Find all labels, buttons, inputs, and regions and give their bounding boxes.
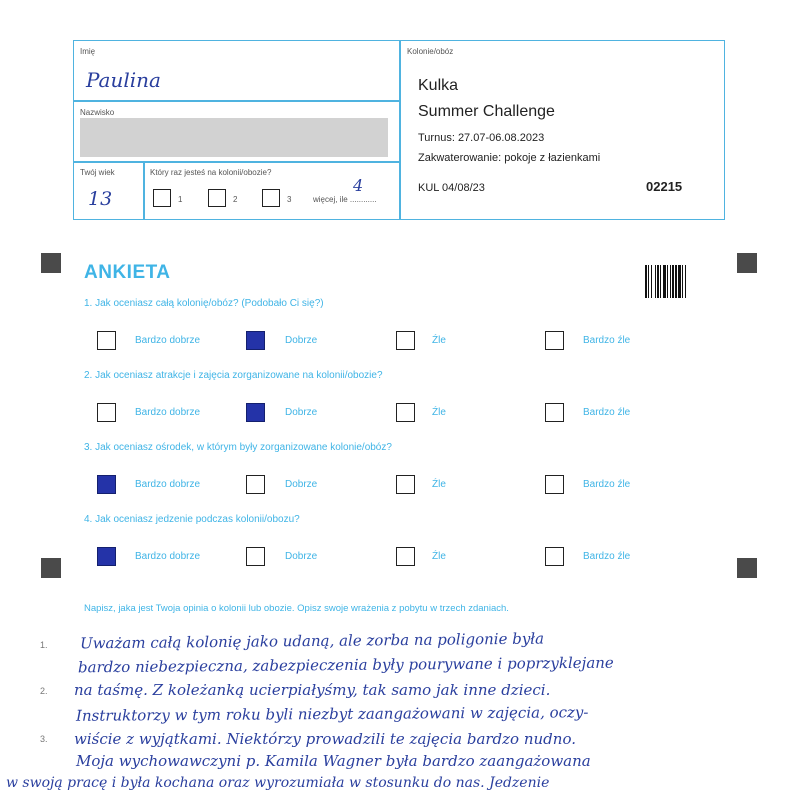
- barcode: [645, 265, 700, 298]
- q2-option-4-label: Bardzo źle: [583, 407, 631, 418]
- handwritten-line-1: Uważam całą kolonię jako udaną, ale zorba na poligonie była: [79, 629, 545, 653]
- q4-option-2-label: Dobrze: [285, 551, 318, 562]
- survey-title: ANKIETA: [84, 262, 171, 283]
- q2-option-3-label: Źle: [432, 407, 446, 418]
- camp-program: Summer Challenge: [418, 103, 555, 120]
- q1-option-1-label: Bardzo dobrze: [135, 335, 201, 346]
- q3-option-2-label: Dobrze: [285, 479, 318, 490]
- times-option-2: 2: [233, 195, 238, 204]
- q1-option-2-checkbox[interactable]: [246, 331, 265, 350]
- header-divider-surname: [73, 161, 400, 163]
- handwritten-line-5: wiście z wyjątkami. Niektórzy prowadzili te zajęcia bardzo nudno.: [74, 730, 576, 748]
- age-label: Twój wiek: [80, 168, 115, 177]
- times-checkbox-2[interactable]: [208, 189, 226, 207]
- surname-redacted: [80, 118, 388, 157]
- handwritten-line-2: bardzo niebezpieczna, zabezpieczenia były pourywane i poprzyklejane: [77, 653, 614, 677]
- q2-option-2-checkbox[interactable]: [246, 403, 265, 422]
- q4-option-1-checkbox[interactable]: [97, 547, 116, 566]
- accommodation: Zakwaterowanie: pokoje z łazienkami: [418, 152, 601, 164]
- q4-option-4-label: Bardzo źle: [583, 551, 631, 562]
- q3-option-2-checkbox[interactable]: [246, 475, 265, 494]
- handwritten-line-3: na taśmę. Z koleżanką ucierpiałyśmy, tak samo jak inne dzieci.: [74, 681, 551, 699]
- header-divider-vertical: [399, 40, 401, 220]
- q1-option-2-label: Dobrze: [285, 335, 318, 346]
- q3-option-1-label: Bardzo dobrze: [135, 479, 201, 490]
- q2-option-1-checkbox[interactable]: [97, 403, 116, 422]
- q4-option-3-label: Źle: [432, 551, 446, 562]
- opinion-prompt: Napisz, jaka jest Twoja opinia o kolonii lub obozie. Opisz swoje wrażenia z pobytu w trzech zdaniach.: [84, 603, 509, 614]
- line-number-3: 3.: [40, 734, 48, 744]
- handwritten-line-4: Instruktorzy w tym roku byli niezbyt zaangażowani w zajęcia, oczy-: [75, 703, 589, 725]
- turnus: Turnus: 27.07-06.08.2023: [418, 132, 545, 144]
- times-more-value: 4: [353, 176, 364, 195]
- camp-name: Kulka: [418, 77, 459, 94]
- q2-option-4-checkbox[interactable]: [545, 403, 564, 422]
- times-checkbox-3[interactable]: [262, 189, 280, 207]
- q1-option-1-checkbox[interactable]: [97, 331, 116, 350]
- q3-option-3-label: Źle: [432, 479, 446, 490]
- first-name-value: Paulina: [86, 68, 161, 92]
- q2-option-3-checkbox[interactable]: [396, 403, 415, 422]
- registration-marker-bottom-left: [41, 558, 61, 578]
- q3-option-4-checkbox[interactable]: [545, 475, 564, 494]
- times-option-1: 1: [178, 195, 183, 204]
- first-name-label: Imię: [80, 47, 96, 56]
- q1-option-4-checkbox[interactable]: [545, 331, 564, 350]
- q1-option-3-checkbox[interactable]: [396, 331, 415, 350]
- question-4: 4. Jak oceniasz jedzenie podczas kolonii/obozu?: [84, 514, 300, 525]
- question-2: 2. Jak oceniasz atrakcje i zajęcia zorganizowane na kolonii/obozie?: [84, 370, 383, 381]
- line-number-1: 1.: [40, 640, 48, 650]
- age-value: 13: [88, 188, 113, 210]
- handwritten-line-6: Moja wychowawczyni p. Kamila Wagner była bardzo zaangażowana: [76, 752, 591, 770]
- q3-option-1-checkbox[interactable]: [97, 475, 116, 494]
- surname-label: Nazwisko: [80, 108, 115, 117]
- q1-option-4-label: Bardzo źle: [583, 335, 631, 346]
- q1-option-3-label: Źle: [432, 335, 446, 346]
- q4-option-4-checkbox[interactable]: [545, 547, 564, 566]
- header-divider-name: [73, 100, 400, 102]
- registration-marker-top-left: [41, 253, 61, 273]
- registration-marker-top-right: [737, 253, 757, 273]
- camp-label: Kolonie/obóz: [407, 47, 454, 56]
- registration-marker-bottom-right: [737, 558, 757, 578]
- times-more-label: więcej, ile ............: [313, 195, 377, 204]
- line-number-2: 2.: [40, 686, 48, 696]
- times-option-3: 3: [287, 195, 292, 204]
- q3-option-3-checkbox[interactable]: [396, 475, 415, 494]
- q4-option-2-checkbox[interactable]: [246, 547, 265, 566]
- form-number: 02215: [646, 179, 683, 194]
- camp-code: KUL 04/08/23: [418, 182, 485, 194]
- question-3: 3. Jak oceniasz ośrodek, w którym były zorganizowane kolonie/obóz?: [84, 442, 392, 453]
- q2-option-1-label: Bardzo dobrze: [135, 407, 201, 418]
- barcode-bar: [686, 265, 688, 298]
- question-1: 1. Jak oceniasz całą kolonię/obóz? (Podobało Ci się?): [84, 298, 324, 309]
- times-label: Który raz jesteś na kolonii/obozie?: [150, 168, 272, 177]
- header-divider-age: [143, 161, 145, 220]
- q3-option-4-label: Bardzo źle: [583, 479, 631, 490]
- q4-option-1-label: Bardzo dobrze: [135, 551, 201, 562]
- q2-option-2-label: Dobrze: [285, 407, 318, 418]
- q4-option-3-checkbox[interactable]: [396, 547, 415, 566]
- times-checkbox-1[interactable]: [153, 189, 171, 207]
- handwritten-line-7: w swoją pracę i była kochana oraz wyrozumiała w stosunku do nas. Jedzenie: [6, 775, 550, 791]
